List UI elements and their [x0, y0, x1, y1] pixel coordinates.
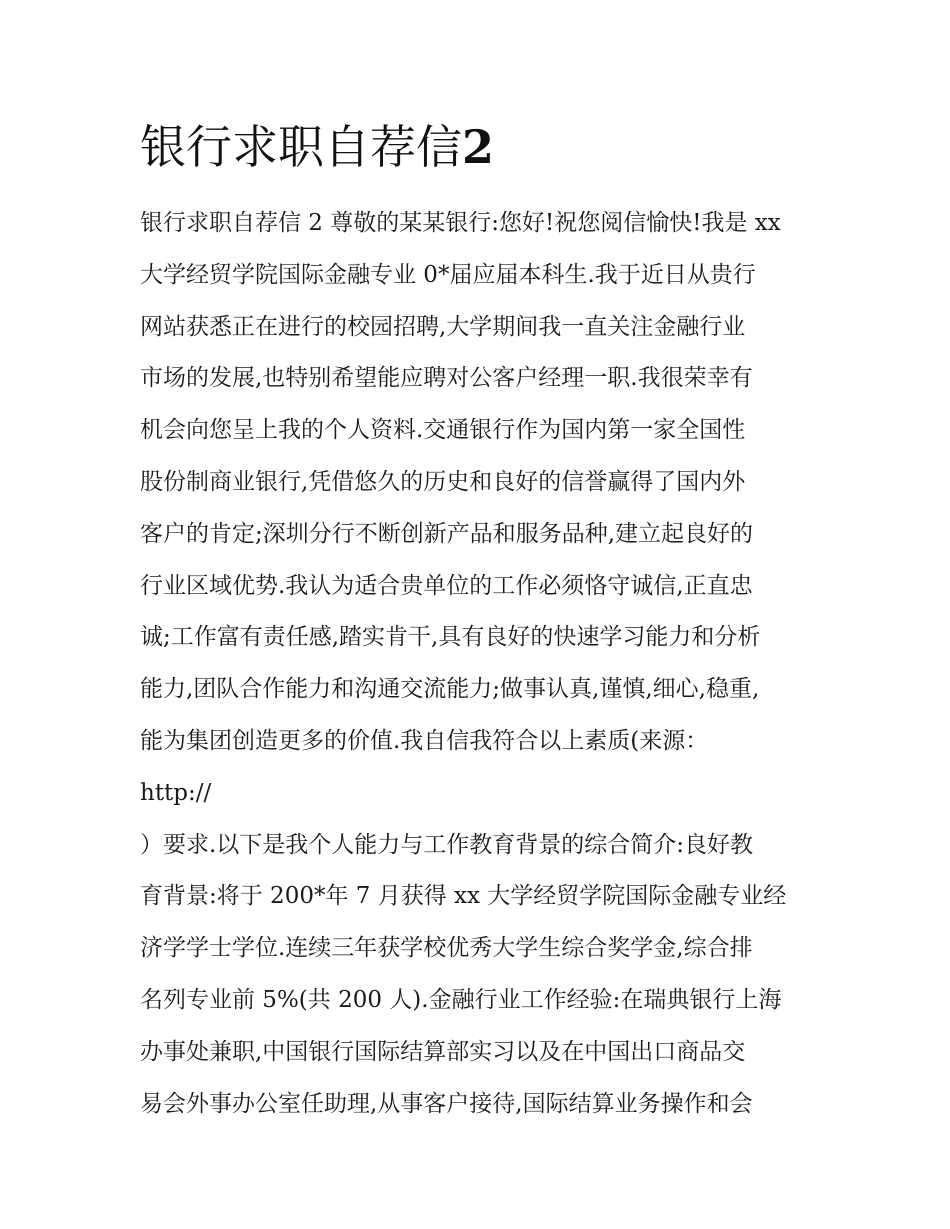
body-line: 网站获悉正在进行的校园招聘,大学期间我一直关注金融行业 [140, 313, 746, 340]
title-number: 2 [462, 120, 495, 174]
document-title [140, 112, 494, 182]
body-line-url: http:// [140, 779, 212, 806]
letter-body [140, 198, 830, 1130]
body-line: 能力,团队合作能力和沟通交流能力;做事认真,谨慎,细心,稳重, [140, 676, 760, 703]
body-line: 股份制商业银行,凭借悠久的历史和良好的信誉赢得了国内外 [140, 468, 746, 495]
body-line: 银行求职自荐信 2 尊敬的某某银行:您好!祝您阅信愉快!我是 xx [140, 210, 781, 236]
body-line: 行业区域优势.我认为适合贵单位的工作必须恪守诚信,正直忠 [140, 572, 753, 599]
body-line: 济学学士学位.连续三年获学校优秀大学生综合奖学金,综合排 [140, 935, 753, 962]
body-line: ）要求.以下是我个人能力与工作教育背景的综合简介:良好教 [140, 831, 754, 858]
body-line: 诚;工作富有责任感,踏实肯干,具有良好的快速学习能力和分析 [140, 624, 761, 651]
body-line: 办事处兼职,中国银行国际结算部实习以及在中国出口商品交 [140, 1038, 746, 1065]
body-line: 育背景:将于 200*年 7 月获得 xx 大学经贸学院国际金融专业经 [140, 883, 787, 910]
title-text: 银行求职自荐信 [140, 120, 462, 174]
body-line: 客户的肯定;深圳分行不断创新产品和服务品种,建立起良好的 [140, 520, 754, 547]
body-line: 机会向您呈上我的个人资料.交通银行作为国内第一家全国性 [140, 417, 746, 444]
body-line: 易会外事办公室任助理,从事客户接待,国际结算业务操作和会 [140, 1090, 753, 1117]
body-line: 市场的发展,也特别希望能应聘对公客户经理一职.我很荣幸有 [140, 365, 753, 392]
body-line: 能为集团创造更多的价值.我自信我符合以上素质(来源： [140, 727, 709, 754]
body-line: 大学经贸学院国际金融专业 0*届应届本科生.我于近日从贵行 [140, 261, 756, 288]
body-line: 名列专业前 5%(共 200 人).金融行业工作经验:在瑞典银行上海 [140, 986, 782, 1013]
